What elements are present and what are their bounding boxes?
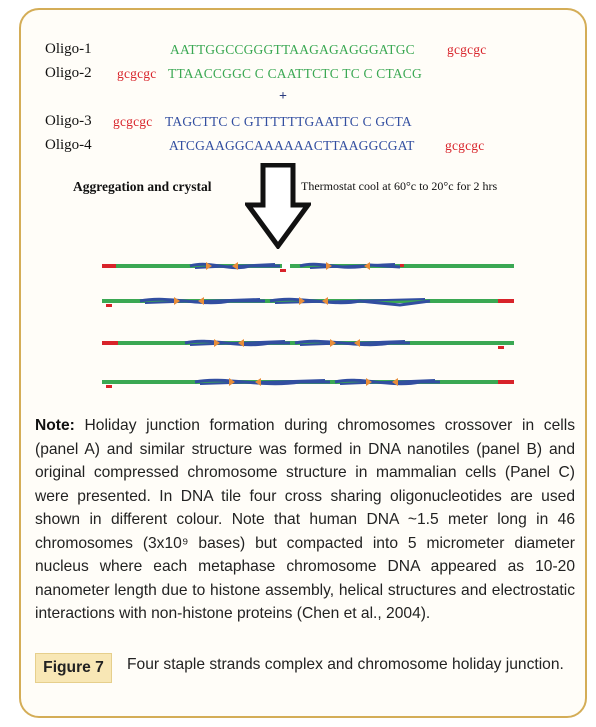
oligo-1-seq-gc: gcgcgc (447, 42, 487, 57)
oligo-2-seq-gc: gcgcgc (117, 66, 157, 81)
strand-row-1 (102, 262, 514, 272)
note-text: Holiday junction formation during chromosomes crossover in cells (panel A) and similar structure was formed in DNA nanotiles (panel B) and original compressed chromosome structure in mammalian cells (Panel C) were presented. In DNA tile four cross sharing oligonucleotides are used shown in different colour. Note that human DNA ~1.5 meter long in 46 chromosomes (3x10⁹ bases) but compacted into 5 micrometer diameter nucleus where each metaphase chromosome DNA appeared as 10-20 nanometer length due to histone assembly, helical structures and electrostatic interactions with non-histone proteins (Chen et al., 2004). (35, 417, 575, 622)
oligo-4-seq-main: ATCGAAGGCAAAAAACTTAAGGCGAT (169, 138, 415, 153)
oligo-4-seq-gc: gcgcgc (445, 138, 485, 153)
dna-tile-strands (100, 250, 520, 400)
oligo-3-label: Oligo-3 (45, 113, 92, 129)
down-arrow-icon (245, 163, 311, 249)
note-paragraph (35, 414, 575, 626)
thermostat-label: Thermostat cool at 60°c to 20°c for 2 hrs (301, 179, 498, 193)
oligo-2-seq-main: TTAACCGGC C CAATTCTC TC C CTACG (168, 66, 422, 81)
oligo-3-seq-main: TAGCTTC C GTTTTTTGAATTC C GCTA (165, 114, 412, 129)
oligo-1-seq-main: AATTGGCCGGGTTAAGAGAGGGATGC (170, 42, 415, 57)
aggregation-label: Aggregation and crystal (73, 179, 212, 194)
note-label: Note: (35, 417, 75, 434)
oligo-3-seq-gc: gcgcgc (113, 114, 153, 129)
oligo-2-label: Oligo-2 (45, 65, 92, 81)
strand-row-3 (102, 339, 514, 349)
figure-label-badge: Figure 7 (35, 653, 112, 683)
figure-caption: Four staple strands complex and chromosome holiday junction. (127, 656, 564, 673)
strand-row-2 (102, 297, 514, 307)
strand-row-4 (102, 378, 514, 388)
oligo-4-label: Oligo-4 (45, 137, 92, 153)
plus-sign: + (279, 89, 287, 104)
oligo-1-label: Oligo-1 (45, 41, 92, 57)
